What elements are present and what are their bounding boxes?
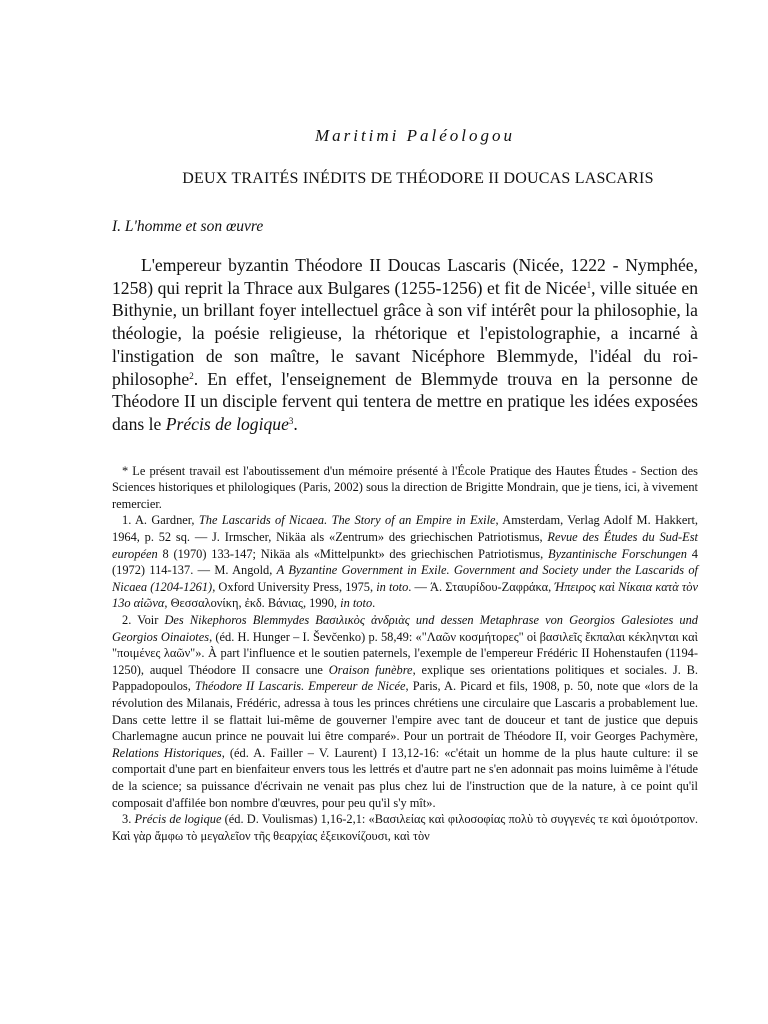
body-text-3: . En effet, l'enseignement de Blemmyde trouva en la personne de Théodore II un disciple fervent qui tentera de mettre en pratique les idées exposées dans le xyxy=(112,368,698,434)
footnote-ref-1[interactable]: 1 xyxy=(586,279,592,290)
author-name: Maritimi Paléologou xyxy=(314,126,516,145)
body-text-4: . xyxy=(293,413,298,434)
footnote-1: 1. A. Gardner, The Lascarids of Nicaea. The Story of an Empire in Exile, Amsterdam, Verlag Adolf M. Hakkert, 1964, p. 52 sq. — J. Irmscher, Nikäa als «Zentrum» des griechischen Patriotismus, Revue des Études du Sud-Est européen 8 (1970) 133-147; Nikäa als «Mittelpunkt» des griechischen Patriotismus, Byzantinische Forschungen 4 (1972) 114-137. — M. Angold, A Byzantine Government in Exile. Government and Society under the Lascarids of Nicaea (1204-1261), Oxford University Press, 1975, in toto. — Ά. Σταυρίδου-Ζαφράκα, Ήπειρος καὶ Νίκαια κατὰ τὸν 13ο αἰῶνα, Θεσσαλονίκη, ἐκδ. Βάνιας, 1990, in toto. xyxy=(112,513,699,611)
section-title: L'homme et son œuvre xyxy=(124,218,264,235)
section-heading xyxy=(112,218,698,236)
footnote-ref-3[interactable]: 3 xyxy=(288,415,294,426)
footnote-3: 3. Précis de logique (éd. D. Voulismas) 1,16-2,1: «Βασιλείας καὶ φιλοσοφίας πολὺ τὸ συγγενές τε καὶ ὁμοιότροπον. Καὶ γὰρ ἄμφω τὸ μεγαλεῖον τῆς θεαρχίας ἐξεικονίζουσι, καὶ τὸν xyxy=(112,812,699,843)
footnote-2: 2. Voir Des Nikephoros Blemmydes Βασιλικὸς ἀνδριὰς und dessen Metaphrase von Georgios Galesiotes und Georgios Oinaiotes, (éd. H. Hunger – I. Ševčenko) p. 58,49: «"Λαῶν κοσμήτορες" οἱ βασιλεῖς ἔκπαλαι κέκληνται καὶ "ποιμένες λαῶν"». À part l'influence et le soutien paternels, l'exemple de l'empereur Frédéric II Hohenstaufen (1194-1250), auquel Théodore II consacre une Oraison funèbre, explique ses orientations politiques et sociales. J. B. Pappadopoulos, Théodore II Lascaris. Empereur de Nicée, Paris, A. Picard et fils, 1908, p. 50, note que «lors de la révolution des Milanais, Frédéric, adressa à tous les princes chrétiens une circulaire que Lascaris a probablement lue. Dans cette lettre il se flattait lui-même de gouverner l'empire avec tant de douceur et tant de justice que depuis Charlemagne aucun prince ne pouvait lui être comparé». Pour un portrait de Théodore II, voir Georges Pachymère, Relations Historiques, (éd. A. Failler – V. Laurent) I 13,12-16: «c'était un homme de la plus haute culture: il se comportait d'une part en bienfaiteur envers tous les lettrés et d'autre part ne s'en adonnait pas moins luimême à l'étude de la science; sa puissance d'écrivain ne venait pas plus chez lui de l'instruction que de la nature, à ce point qu'il composait d'affilée bon nombre d'œuvres, pour peu qu'il s'y mît». xyxy=(112,612,698,810)
body-paragraph xyxy=(112,254,698,436)
body-text-2: , ville située en Bithynie, un brillant foyer intellectuel grâce à son vif intérêt pour la philosophie, la théologie, la poésie religieuse, la rhétorique et l'epistolographie, a incarné à l'instigation de son maître, le savant Nicéphore Blemmyde, l'idéal du roi-philosophe xyxy=(112,277,698,389)
article-title: DEUX TRAITÉS INÉDITS DE THÉODORE II DOUCAS LASCARIS xyxy=(182,170,654,187)
paper-page xyxy=(112,126,698,844)
footnote-ref-2[interactable]: 2 xyxy=(189,370,194,381)
footnote-star: * Le présent travail est l'aboutissement d'un mémoire présenté à l'École Pratique des Hautes Études - Section des Sciences historiques et philologiques (Paris, 2002) sous la direction de Brigitte Mondrain, que je tiens, ici, à vivement remercier. xyxy=(112,463,698,511)
body-text-1: L'empereur byzantin Théodore II Doucas Lascaris (Nicée, 1222 - Nymphée, 1258) qui reprit la Thrace aux Bulgares (1255-1256) et fit de Nicée xyxy=(112,255,698,298)
section-number: I. xyxy=(112,218,122,235)
work-title: Précis de logique xyxy=(165,413,289,434)
footnotes xyxy=(112,463,698,845)
